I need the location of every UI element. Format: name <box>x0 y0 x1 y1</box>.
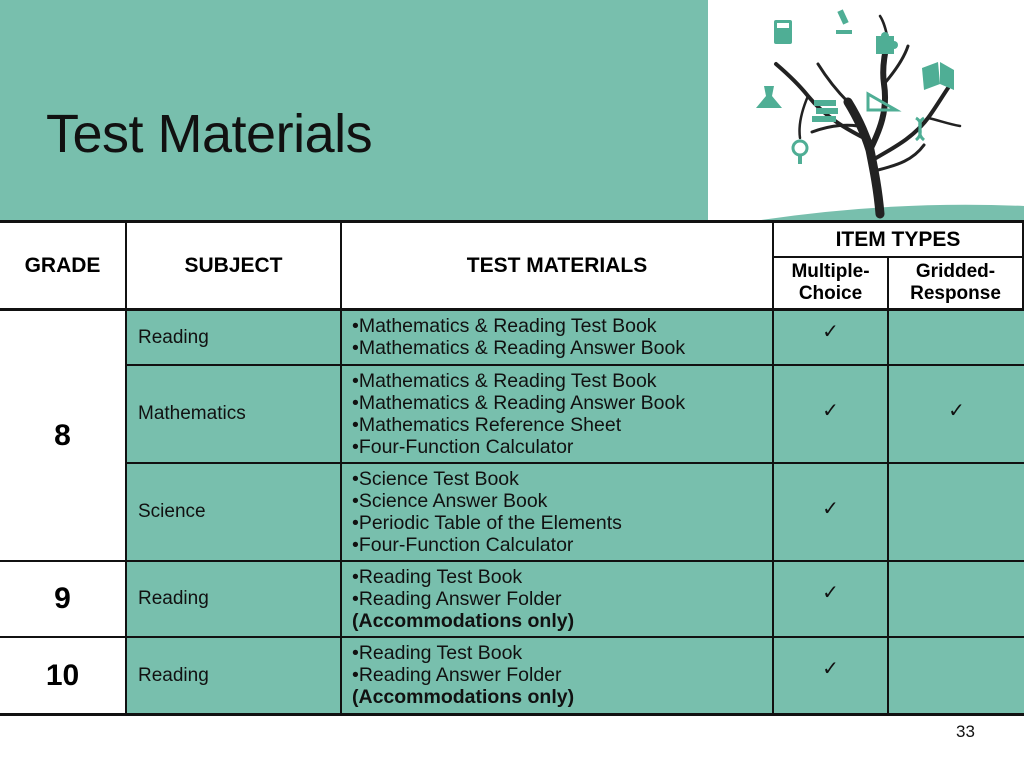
slide-title: Test Materials <box>46 104 373 164</box>
row-3-gridded-response <box>887 462 1024 562</box>
material-item: •Mathematics Reference Sheet <box>352 414 622 436</box>
row-3-subject: Science <box>125 462 342 562</box>
row-2-gridded-response <box>887 364 1024 464</box>
grade-10-cell: 10 <box>0 636 127 716</box>
header-grade: GRADE <box>0 220 127 310</box>
grade-9-cell: 9 <box>0 560 127 638</box>
material-item: •Periodic Table of the Elements <box>352 512 622 534</box>
calculator-icon <box>774 20 792 44</box>
material-item: •Science Test Book <box>352 468 519 490</box>
material-item: •Four-Function Calculator <box>352 534 574 556</box>
magnifier-icon <box>793 141 807 164</box>
material-item: •Reading Answer Folder <box>352 588 562 610</box>
material-item: •Mathematics & Reading Test Book <box>352 370 657 392</box>
header-subject: SUBJECT <box>125 220 342 310</box>
checkmark-icon: ✓ <box>822 321 839 343</box>
checkmark-icon: ✓ <box>822 658 839 680</box>
row-5-materials <box>340 636 774 716</box>
accommodations-note: (Accommodations only) <box>352 686 575 708</box>
row-3-materials <box>340 462 774 562</box>
puzzle-icon <box>876 32 898 54</box>
microscope-icon <box>836 9 852 34</box>
row-1-materials <box>340 308 774 366</box>
material-item: •Mathematics & Reading Answer Book <box>352 337 686 359</box>
checkmark-icon: ✓ <box>822 400 839 422</box>
material-item: •Mathematics & Reading Test Book <box>352 315 657 337</box>
material-item: •Reading Test Book <box>352 566 523 588</box>
material-item: •Science Answer Book <box>352 490 548 512</box>
books-icon <box>812 100 838 122</box>
row-4-multiple-choice <box>772 560 889 638</box>
row-4-materials <box>340 560 774 638</box>
science-tree-illustration <box>708 0 1024 222</box>
row-1-multiple-choice <box>772 308 889 366</box>
header-test-materials: TEST MATERIALS <box>340 220 774 310</box>
checkmark-icon: ✓ <box>948 400 965 422</box>
grade-8-cell: 8 <box>0 308 127 562</box>
checkmark-icon: ✓ <box>822 582 839 604</box>
row-2-materials <box>340 364 774 464</box>
header-gridded-response: Gridded-Response <box>887 256 1024 310</box>
accommodations-note: (Accommodations only) <box>352 610 575 632</box>
row-5-multiple-choice <box>772 636 889 716</box>
row-1-gridded-response <box>887 308 1024 366</box>
row-5-gridded-response <box>887 636 1024 716</box>
flask-icon <box>756 86 782 108</box>
row-2-subject: Mathematics <box>125 364 342 464</box>
header-item-types: ITEM TYPES <box>772 220 1024 258</box>
row-4-gridded-response <box>887 560 1024 638</box>
checkmark-icon: ✓ <box>822 498 839 520</box>
tree-trunk <box>776 16 960 214</box>
row-2-multiple-choice <box>772 364 889 464</box>
material-item: •Reading Test Book <box>352 642 523 664</box>
row-4-subject: Reading <box>125 560 342 638</box>
row-3-multiple-choice <box>772 462 889 562</box>
material-item: •Reading Answer Folder <box>352 664 562 686</box>
header-multiple-choice: Multiple-Choice <box>772 256 889 310</box>
page-number: 33 <box>956 722 975 741</box>
row-1-subject: Reading <box>125 308 342 366</box>
material-item: •Four-Function Calculator <box>352 436 574 458</box>
row-5-subject: Reading <box>125 636 342 716</box>
open-book-icon <box>922 62 954 90</box>
material-item: •Mathematics & Reading Answer Book <box>352 392 686 414</box>
